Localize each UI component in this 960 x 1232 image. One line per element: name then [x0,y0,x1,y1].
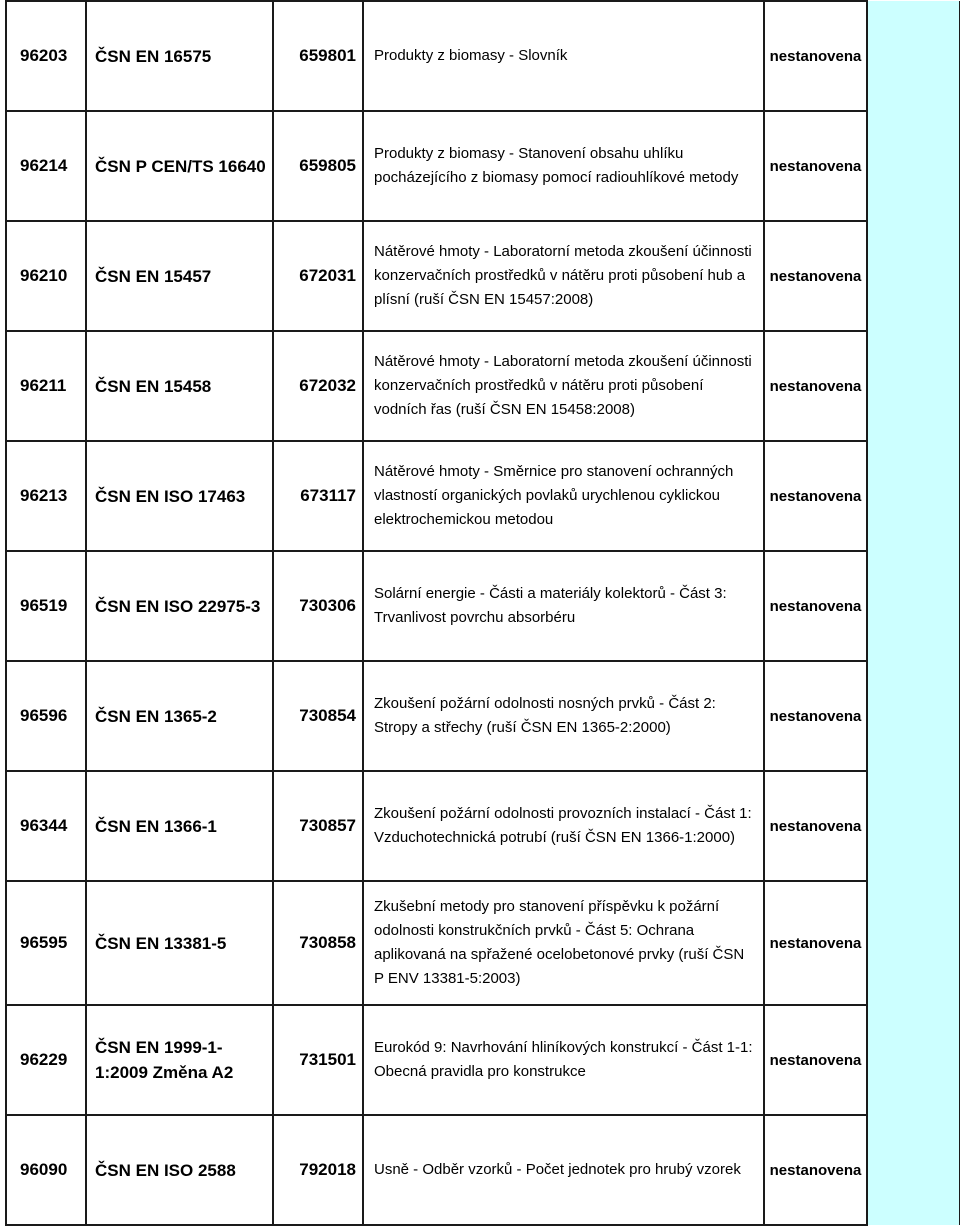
standard-designation: ČSN EN ISO 22975-3 [86,551,273,661]
table-row [6,331,960,441]
row-number: 96213 [6,441,86,551]
row-number: 96090 [6,1115,86,1225]
highlight-cell [867,1115,960,1225]
status-value: nestanovena [764,881,867,1005]
status-value: nestanovena [764,771,867,881]
highlight-cell [867,1005,960,1115]
standard-designation: ČSN EN 1365-2 [86,661,273,771]
classification-code: 673117 [273,441,363,551]
standard-title: Zkušební metody pro stanovení příspěvku k požární odolnosti konstrukčních prvků - Část 5: Ochrana aplikovaná na spřažené ocelobetonové prvky (ruší ČSN P ENV 13381-5:2003) [363,881,764,1005]
standard-designation: ČSN EN 15457 [86,221,273,331]
standard-title: Nátěrové hmoty - Směrnice pro stanovení ochranných vlastností organických povlaků urychlenou cyklickou elektrochemickou metodou [363,441,764,551]
table-row [6,1115,960,1225]
classification-code: 672032 [273,331,363,441]
table-row [6,221,960,331]
status-value: nestanovena [764,441,867,551]
standard-title: Eurokód 9: Navrhování hliníkových konstrukcí - Část 1-1: Obecná pravidla pro konstrukce [363,1005,764,1115]
classification-code: 659801 [273,1,363,111]
table-row [6,441,960,551]
highlight-cell [867,221,960,331]
row-number: 96214 [6,111,86,221]
classification-code: 730306 [273,551,363,661]
table-row [6,551,960,661]
classification-code: 730858 [273,881,363,1005]
standard-title: Produkty z biomasy - Slovník [363,1,764,111]
table-row [6,111,960,221]
standard-designation: ČSN EN 1999-1-1:2009 Změna A2 [86,1005,273,1115]
table-row [6,661,960,771]
table-row [6,881,960,1005]
row-number: 96595 [6,881,86,1005]
status-value: nestanovena [764,1,867,111]
status-value: nestanovena [764,331,867,441]
standards-table [5,0,960,1226]
status-value: nestanovena [764,221,867,331]
row-number: 96203 [6,1,86,111]
standard-title: Solární energie - Části a materiály kolektorů - Část 3: Trvanlivost povrchu absorbéru [363,551,764,661]
standard-title: Produkty z biomasy - Stanovení obsahu uhlíku pocházejícího z biomasy pomocí radiouhlíkové metody [363,111,764,221]
highlight-cell [867,441,960,551]
highlight-cell [867,111,960,221]
row-number: 96229 [6,1005,86,1115]
standard-designation: ČSN EN 15458 [86,331,273,441]
classification-code: 730854 [273,661,363,771]
table-row [6,771,960,881]
row-number: 96210 [6,221,86,331]
standard-title: Zkoušení požární odolnosti nosných prvků - Část 2: Stropy a střechy (ruší ČSN EN 1365-2:2000) [363,661,764,771]
status-value: nestanovena [764,1115,867,1225]
status-value: nestanovena [764,661,867,771]
standard-designation: ČSN EN ISO 17463 [86,441,273,551]
standard-designation: ČSN EN 1366-1 [86,771,273,881]
status-value: nestanovena [764,1005,867,1115]
row-number: 96519 [6,551,86,661]
standard-designation: ČSN EN ISO 2588 [86,1115,273,1225]
standard-title: Zkoušení požární odolnosti provozních instalací - Část 1: Vzduchotechnická potrubí (ruší ČSN EN 1366-1:2000) [363,771,764,881]
standards-sheet [5,0,959,1232]
highlight-cell [867,551,960,661]
classification-code: 672031 [273,221,363,331]
standard-title: Nátěrové hmoty - Laboratorní metoda zkoušení účinnosti konzervačních prostředků v nátěru proti působení hub a plísní (ruší ČSN EN 15457:2008) [363,221,764,331]
standards-table-body [6,1,960,1225]
highlight-cell [867,881,960,1005]
status-value: nestanovena [764,551,867,661]
highlight-cell [867,331,960,441]
classification-code: 792018 [273,1115,363,1225]
highlight-cell [867,1,960,111]
standard-designation: ČSN P CEN/TS 16640 [86,111,273,221]
classification-code: 731501 [273,1005,363,1115]
highlight-cell [867,661,960,771]
table-row [6,1005,960,1115]
status-value: nestanovena [764,111,867,221]
standard-title: Usně - Odběr vzorků - Počet jednotek pro hrubý vzorek [363,1115,764,1225]
row-number: 96596 [6,661,86,771]
highlight-cell [867,771,960,881]
classification-code: 730857 [273,771,363,881]
table-row [6,1,960,111]
row-number: 96344 [6,771,86,881]
standard-designation: ČSN EN 13381-5 [86,881,273,1005]
classification-code: 659805 [273,111,363,221]
standard-designation: ČSN EN 16575 [86,1,273,111]
row-number: 96211 [6,331,86,441]
standard-title: Nátěrové hmoty - Laboratorní metoda zkoušení účinnosti konzervačních prostředků v nátěru proti působení vodních řas (ruší ČSN EN 15458:2008) [363,331,764,441]
